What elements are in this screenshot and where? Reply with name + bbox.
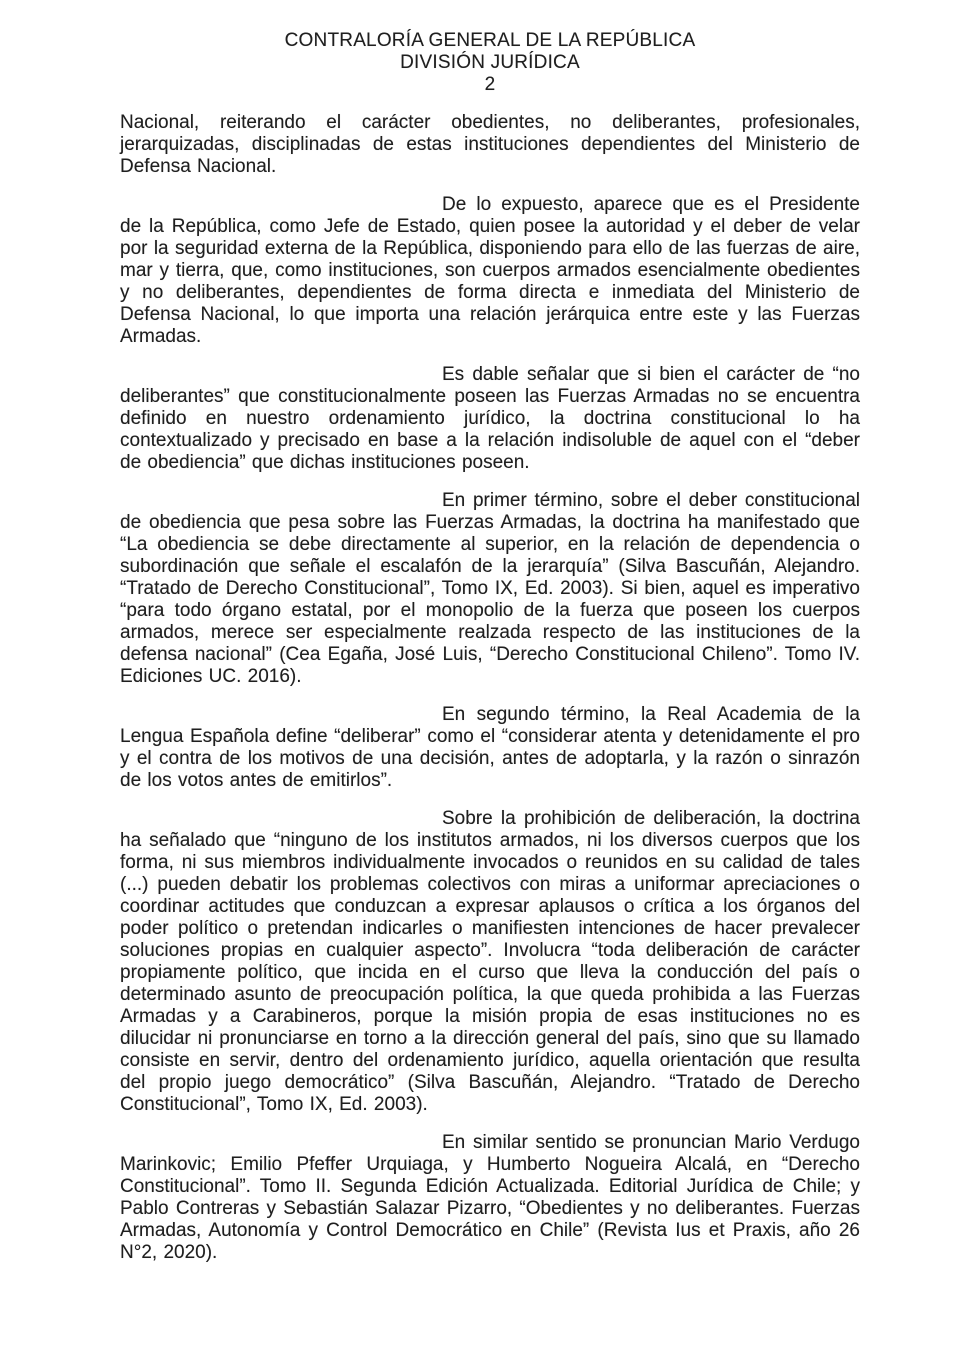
- page-number: 2: [484, 74, 496, 95]
- paragraph: Sobre la prohibición de deliberación, la doctrina ha señalado que “ninguno de los institutos armados, ni los diversos cuerpos que los forma, ni sus miembros individualmente invocados o reunidos en su calidad de tales (...) pueden debatir los problemas colectivos con miras a uniformar apreciaciones o coordinar actitudes que conduzcan a expresar aplausos o crítica a los órganos del poder político o pretendan indicarles o manifiesten intenciones de hacer prevalecer soluciones propias en cualquier aspecto”. Involucra “toda deliberación de carácter propiamente político, que incida en el curso que lleva la conducción del país o determinado asunto de preocupación política, la que queda prohibida a las Fuerzas Armadas y a Carabineros, porque la misión propia de esas instituciones no es dilucidar ni pronunciarse en torno a la dirección general del país, sino que su llamado consiste en servir, dentro del ordenamiento jurídico, aquella orientación que resulta del propio juego democrático” (Silva Bascuñán, Alejandro. “Tratado de Derecho Constitucional”, Tomo IX, Ed. 2003).: [120, 808, 860, 1115]
- paragraph: De lo expuesto, aparece que es el Presidente de la República, como Jefe de Estado, quien posee la autoridad y el deber de velar por la seguridad externa de la República, disponiendo para ello de las fuerzas de aire, mar y tierra, que, como instituciones, son cuerpos armados esencialmente obedientes y no deliberantes, dependientes de forma directa e inmediata del Ministerio de Defensa Nacional, lo que importa una relación jerárquica entre este y las Fuerzas Armadas.: [120, 194, 860, 347]
- document-header: [120, 30, 860, 96]
- document-subtitle: DIVISIÓN JURÍDICA: [400, 52, 580, 73]
- paragraph: En primer término, sobre el deber constitucional de obediencia que pesa sobre las Fuerzas Armadas, la doctrina ha manifestado que “La obediencia se debe directamente al superior, en la relación de dependencia o subordinación que señale el escalafón de la jerarquía” (Silva Bascuñán, Alejandro. “Tratado de Derecho Constitucional”, Tomo IX, Ed. 2003). Si bien, aquel es imperativo “para todo órgano estatal, por el monopolio de la fuerza que poseen los cuerpos armados, merece ser especialmente realzada respecto de las instituciones de la defensa nacional” (Cea Egaña, José Luis, “Derecho Constitucional Chileno”. Tomo IV. Ediciones UC. 2016).: [120, 490, 860, 687]
- paragraph: Es dable señalar que si bien el carácter de “no deliberantes” que constitucionalmente poseen las Fuerzas Armadas no se encuentra definido en nuestro ordenamiento jurídico, la doctrina constitucional lo ha contextualizado y precisado en base a la relación indisoluble de aquel con el “deber de obediencia” que dichas instituciones poseen.: [120, 364, 860, 473]
- document-title: CONTRALORÍA GENERAL DE LA REPÚBLICA: [284, 30, 696, 51]
- paragraph: En similar sentido se pronuncian Mario Verdugo Marinkovic; Emilio Pfeffer Urquiaga, y Humberto Nogueira Alcalá, en “Derecho Constitucional”. Tomo II. Segunda Edición Actualizada. Editorial Jurídica de Chile; y Pablo Contreras y Sebastián Salazar Pizarro, “Obedientes y no deliberantes. Fuerzas Armadas, Autonomía y Control Democrático en Chile” (Revista Ius et Praxis, año 26 N°2, 2020).: [120, 1132, 860, 1263]
- paragraph: Nacional, reiterando el carácter obedientes, no deliberantes, profesionales, jerarquizadas, disciplinadas de estas instituciones dependientes del Ministerio de Defensa Nacional.: [120, 112, 860, 177]
- document-body: [120, 112, 860, 1264]
- paragraph: En segundo término, la Real Academia de la Lengua Española define “deliberar” como el “considerar atenta y detenidamente el pro y el contra de los motivos de una decisión, antes de adoptarla, y la razón o sinrazón de los votos antes de emitirlos”.: [120, 704, 860, 791]
